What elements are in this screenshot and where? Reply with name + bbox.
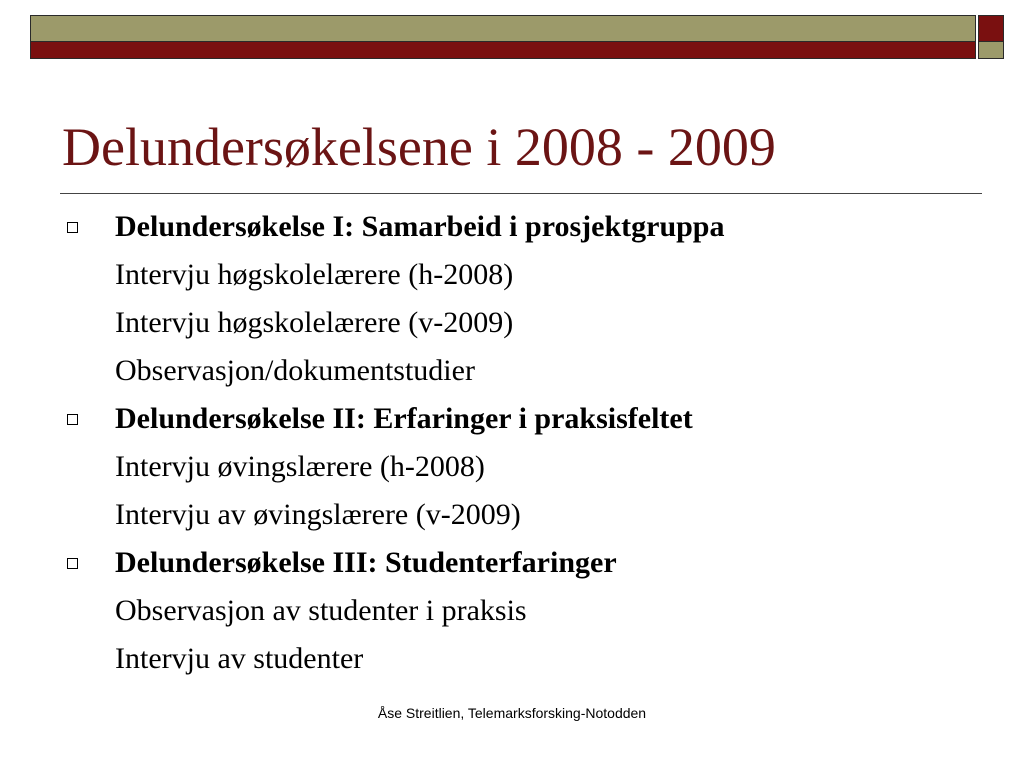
- band-maroon-stripe: [31, 42, 975, 58]
- top-decorative-band: [30, 15, 976, 59]
- slide-footer: Åse Streitlien, Telemarksforsking-Notodden: [377, 705, 647, 721]
- section-item: [0, 539, 1024, 683]
- hollow-square-bullet-icon: [67, 222, 78, 233]
- section-subitem: Observasjon av studenter i praksis: [115, 594, 527, 627]
- section-item: [0, 395, 1024, 539]
- slide-title: Delundersøkelsene i 2008 - 2009: [62, 117, 776, 177]
- section-heading: Delundersøkelse III: Studenterfaringer: [115, 546, 617, 579]
- section-item: [0, 203, 1024, 395]
- corner-olive-square: [979, 42, 1003, 58]
- section-subitem: Intervju av øvingslærere (v-2009): [115, 498, 521, 531]
- section-subitem: Observasjon/dokumentstudier: [115, 354, 475, 387]
- section-subitem: Intervju høgskolelærere (v-2009): [115, 306, 514, 339]
- section-heading: Delundersøkelse II: Erfaringer i praksisfeltet: [115, 402, 693, 435]
- band-olive-stripe: [31, 16, 975, 42]
- corner-maroon-square: [979, 16, 1003, 42]
- title-underline-rule: [60, 193, 982, 194]
- hollow-square-bullet-icon: [67, 558, 78, 569]
- section-subitem: Intervju øvingslærere (h-2008): [115, 450, 485, 483]
- section-heading: Delundersøkelse I: Samarbeid i prosjektgruppa: [115, 210, 725, 243]
- section-subitem: Intervju høgskolelærere (h-2008): [115, 258, 514, 291]
- hollow-square-bullet-icon: [67, 414, 78, 425]
- section-subitem: Intervju av studenter: [115, 642, 364, 675]
- slide-content: [0, 203, 1024, 683]
- corner-decorative-box: [978, 15, 1004, 59]
